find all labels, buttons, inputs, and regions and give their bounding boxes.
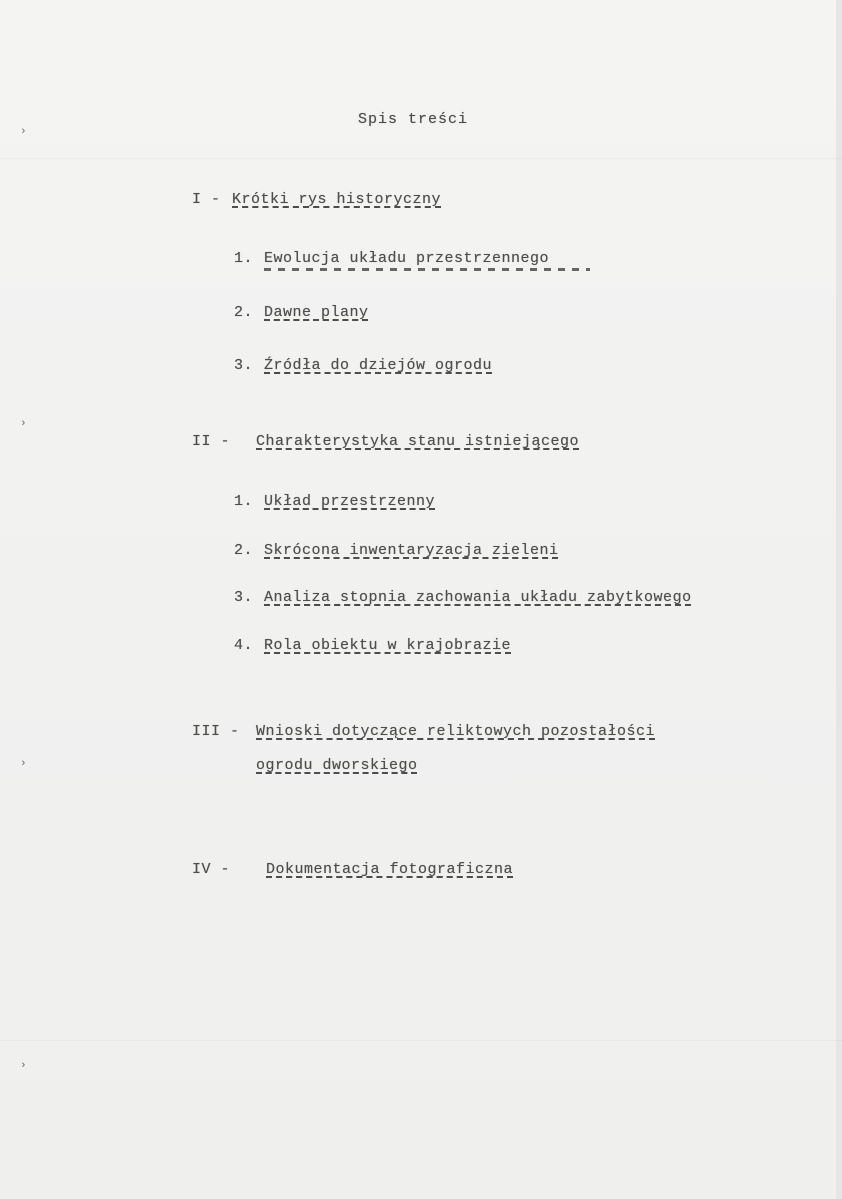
item-number: 1. <box>234 493 254 510</box>
page-edge <box>836 0 842 1199</box>
paper-crease <box>0 158 842 159</box>
item-label: Rola obiektu w krajobrazie <box>264 637 512 654</box>
item-number: 2. <box>234 304 254 321</box>
item-label: Analiza stopnia zachowania układu zabytkowego <box>264 589 692 606</box>
section-heading: Wnioski dotyczące reliktowych pozostałości <box>256 723 656 740</box>
item-number: 3. <box>234 589 254 606</box>
item-label: Dawne plany <box>264 304 369 321</box>
punch-mark: › <box>20 126 27 138</box>
item-number: 2. <box>234 542 254 559</box>
punch-mark: › <box>20 1060 27 1072</box>
punch-mark: › <box>20 418 27 430</box>
section-heading: Dokumentacja fotograficzna <box>266 861 514 878</box>
item-number: 4. <box>234 637 254 654</box>
document-title: Spis treści <box>358 111 469 128</box>
item-label: Ewolucja układu przestrzennego <box>264 250 550 267</box>
section-numeral: I - <box>192 191 221 208</box>
section-numeral: II - <box>192 433 231 450</box>
section-heading: Krótki rys historyczny <box>232 191 442 208</box>
item-number: 3. <box>234 357 254 374</box>
item-number: 1. <box>234 250 254 267</box>
punch-mark: › <box>20 758 27 770</box>
paper-crease <box>0 1040 842 1041</box>
section-numeral: IV - <box>192 861 231 878</box>
section-heading-continued: ogrodu dworskiego <box>256 757 418 774</box>
section-numeral: III - <box>192 723 240 740</box>
section-heading: Charakterystyka stanu istniejącego <box>256 433 580 450</box>
item-label: Skrócona inwentaryzacja zieleni <box>264 542 559 559</box>
dashed-underline <box>264 268 590 271</box>
item-label: Źródła do dziejów ogrodu <box>264 357 493 374</box>
item-label: Układ przestrzenny <box>264 493 436 510</box>
